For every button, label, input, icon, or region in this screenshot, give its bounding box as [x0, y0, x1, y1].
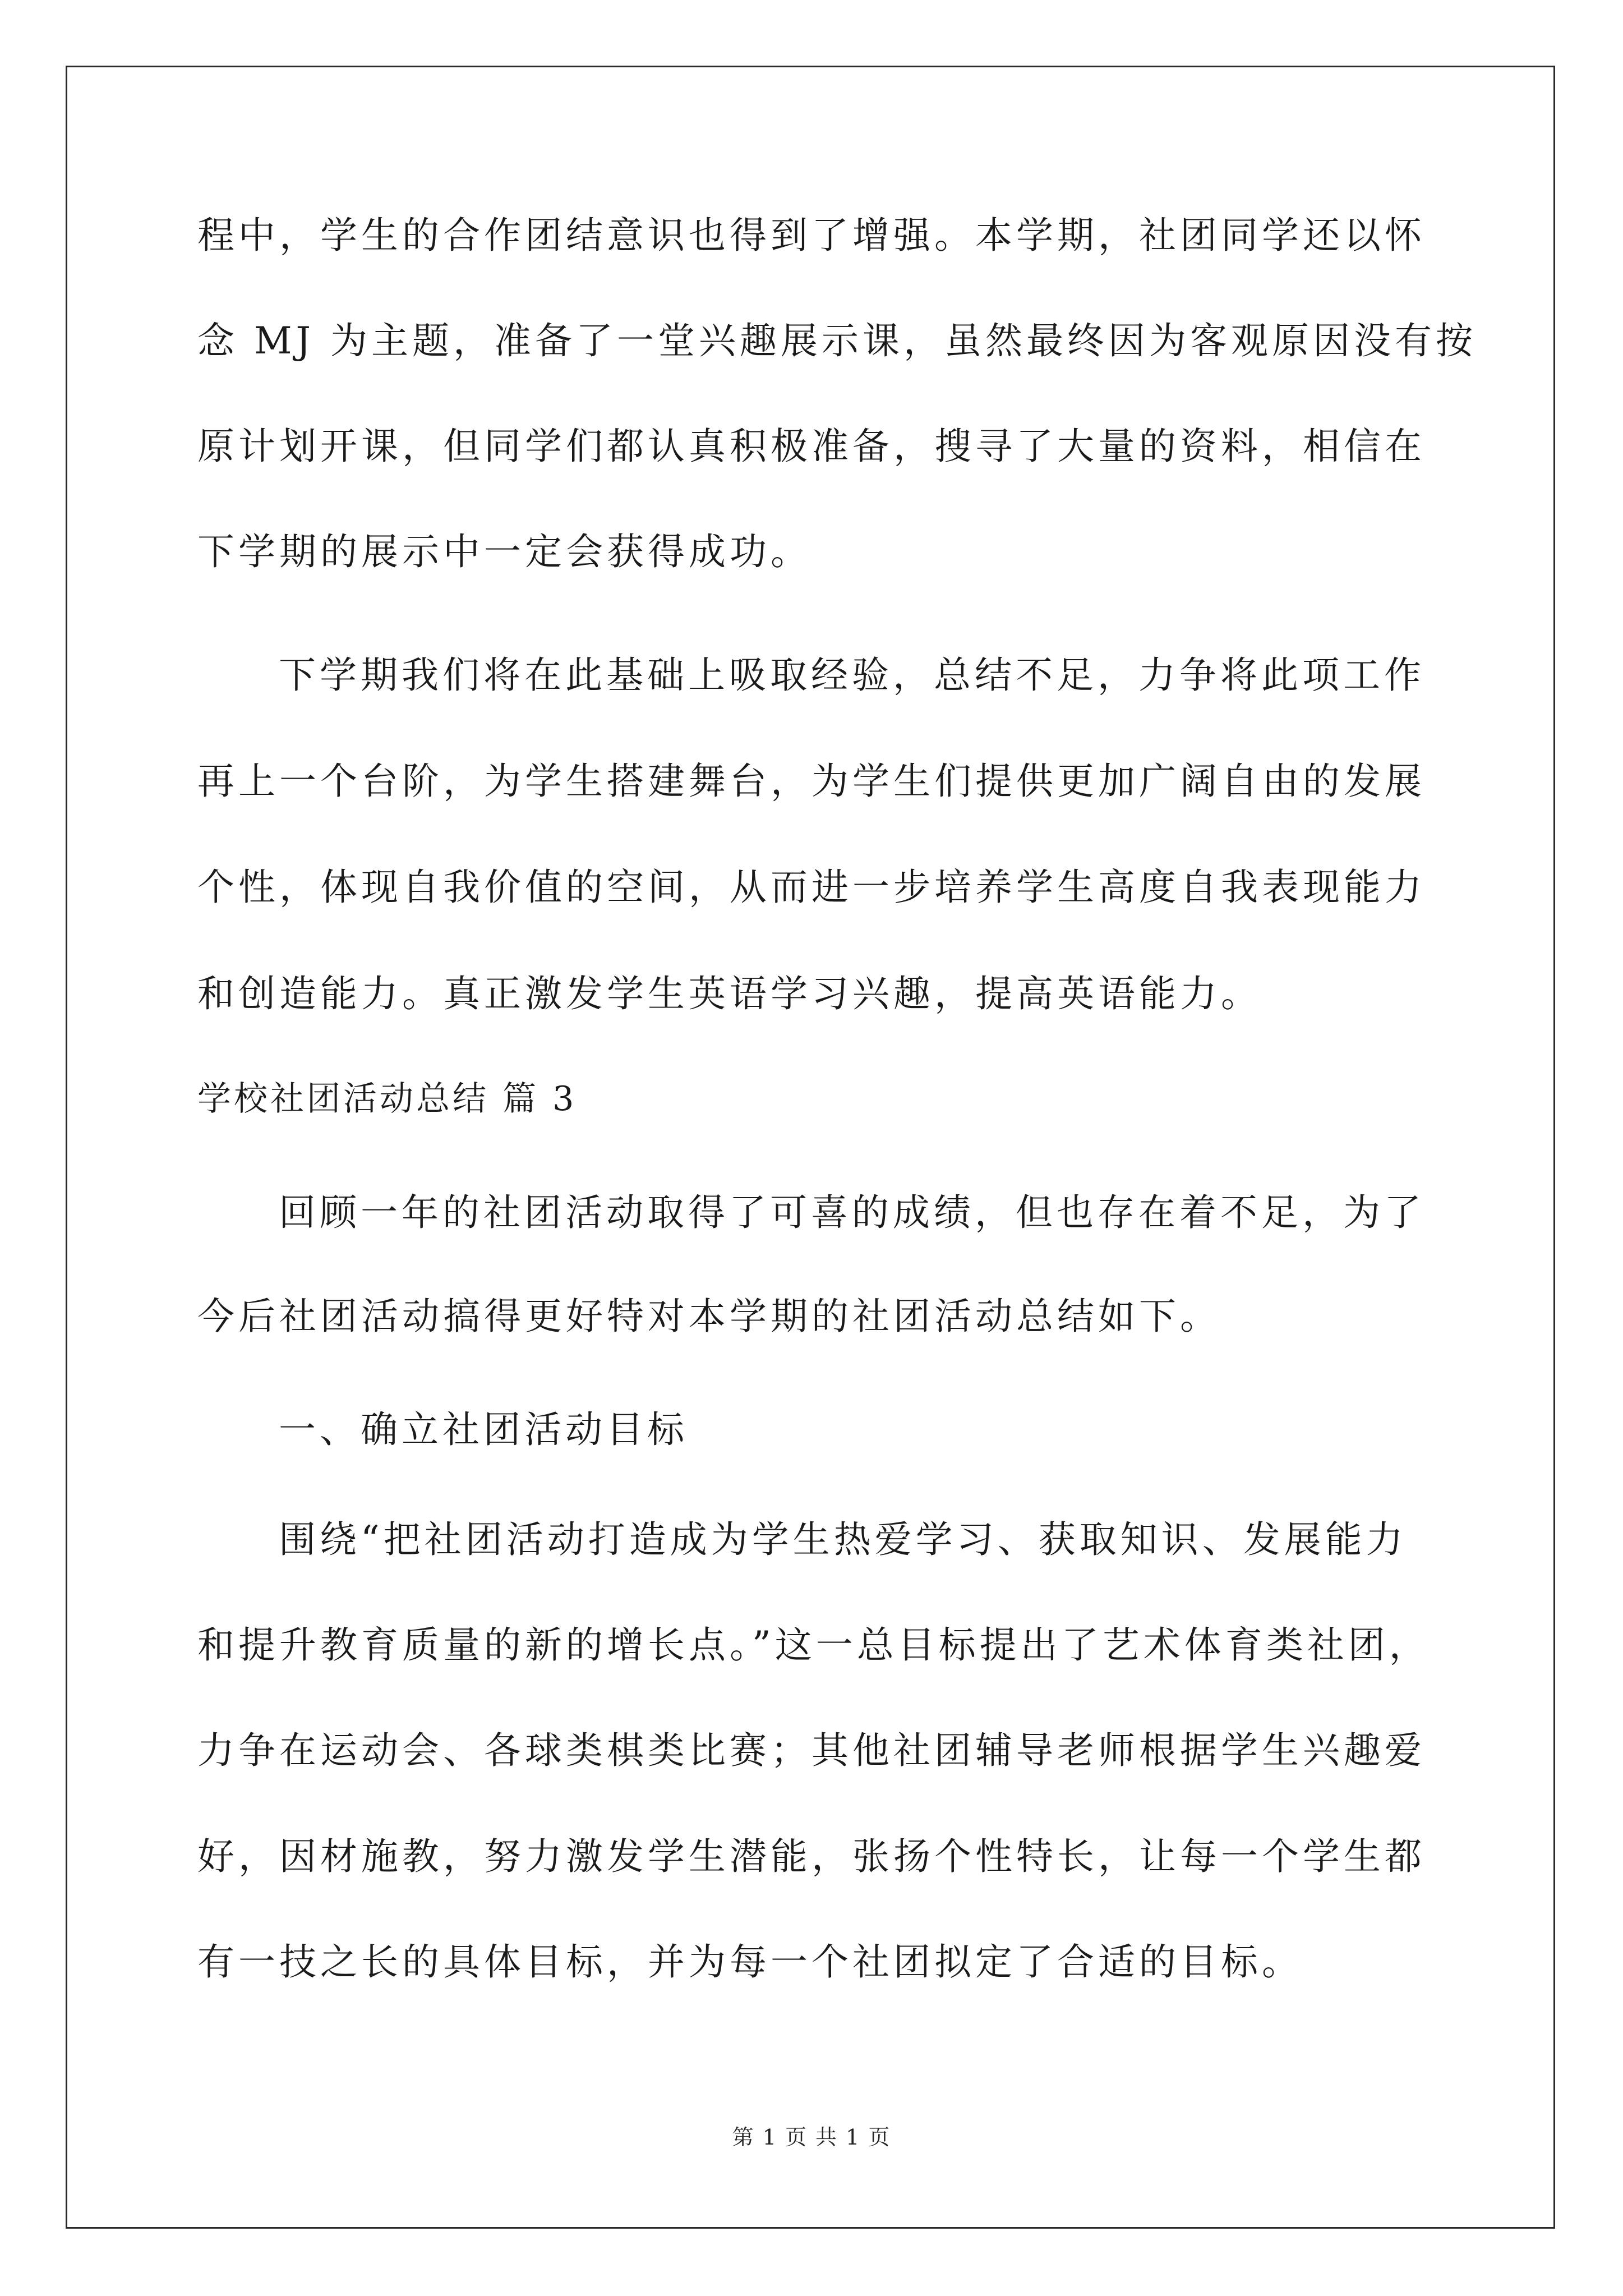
paragraph-line: 围绕“把社团活动打造成为学生热爱学习、获取知识、发展能力 — [279, 1518, 1407, 1561]
paragraph-line: 下学期的展示中一定会获得成功。 — [197, 530, 811, 573]
paragraph-line: 再上一个台阶，为学生搭建舞台，为学生们提供更加广阔自由的发展 — [197, 760, 1426, 803]
paragraph-line: 念 MJ 为主题，准备了一堂兴趣展示课，虽然最终因为客观原因没有按 — [197, 319, 1477, 362]
paragraph-line: 个性，体现自我价值的空间，从而进一步培养学生高度自我表现能力 — [197, 866, 1426, 909]
paragraph-line: 回顾一年的社团活动取得了可喜的成绩，但也存在着不足，为了 — [279, 1191, 1425, 1234]
paragraph-line: 原计划开课，但同学们都认真积极准备，搜寻了大量的资料，相信在 — [197, 425, 1426, 468]
paragraph-line: 今后社团活动搞得更好特对本学期的社团活动总结如下。 — [197, 1295, 1221, 1338]
paragraph-line: 好，因材施教，努力激发学生潜能，张扬个性特长，让每一个学生都 — [197, 1835, 1426, 1878]
page-border — [66, 66, 1555, 2229]
paragraph-line: 一、确立社团活动目标 — [279, 1408, 688, 1451]
paragraph-line: 和提升教育质量的新的增长点。”这一总目标提出了艺术体育类社团， — [197, 1623, 1430, 1667]
paragraph-line: 程中，学生的合作团结意识也得到了增强。本学期，社团同学还以怀 — [197, 214, 1426, 257]
page-footer: 第 1 页 共 1 页 — [732, 2125, 891, 2150]
paragraph-line: 下学期我们将在此基础上吸取经验，总结不足，力争将此项工作 — [279, 654, 1425, 697]
paragraph-line: 和创造能力。真正激发学生英语学习兴趣，提高英语能力。 — [197, 972, 1262, 1015]
paragraph-line: 有一技之长的具体目标，并为每一个社团拟定了合适的目标。 — [197, 1940, 1303, 1984]
paragraph-line: 力争在运动会、各球类棋类比赛；其他社团辅导老师根据学生兴趣爱 — [197, 1729, 1426, 1772]
section-heading: 学校社团活动总结 篇 3 — [197, 1079, 577, 1119]
